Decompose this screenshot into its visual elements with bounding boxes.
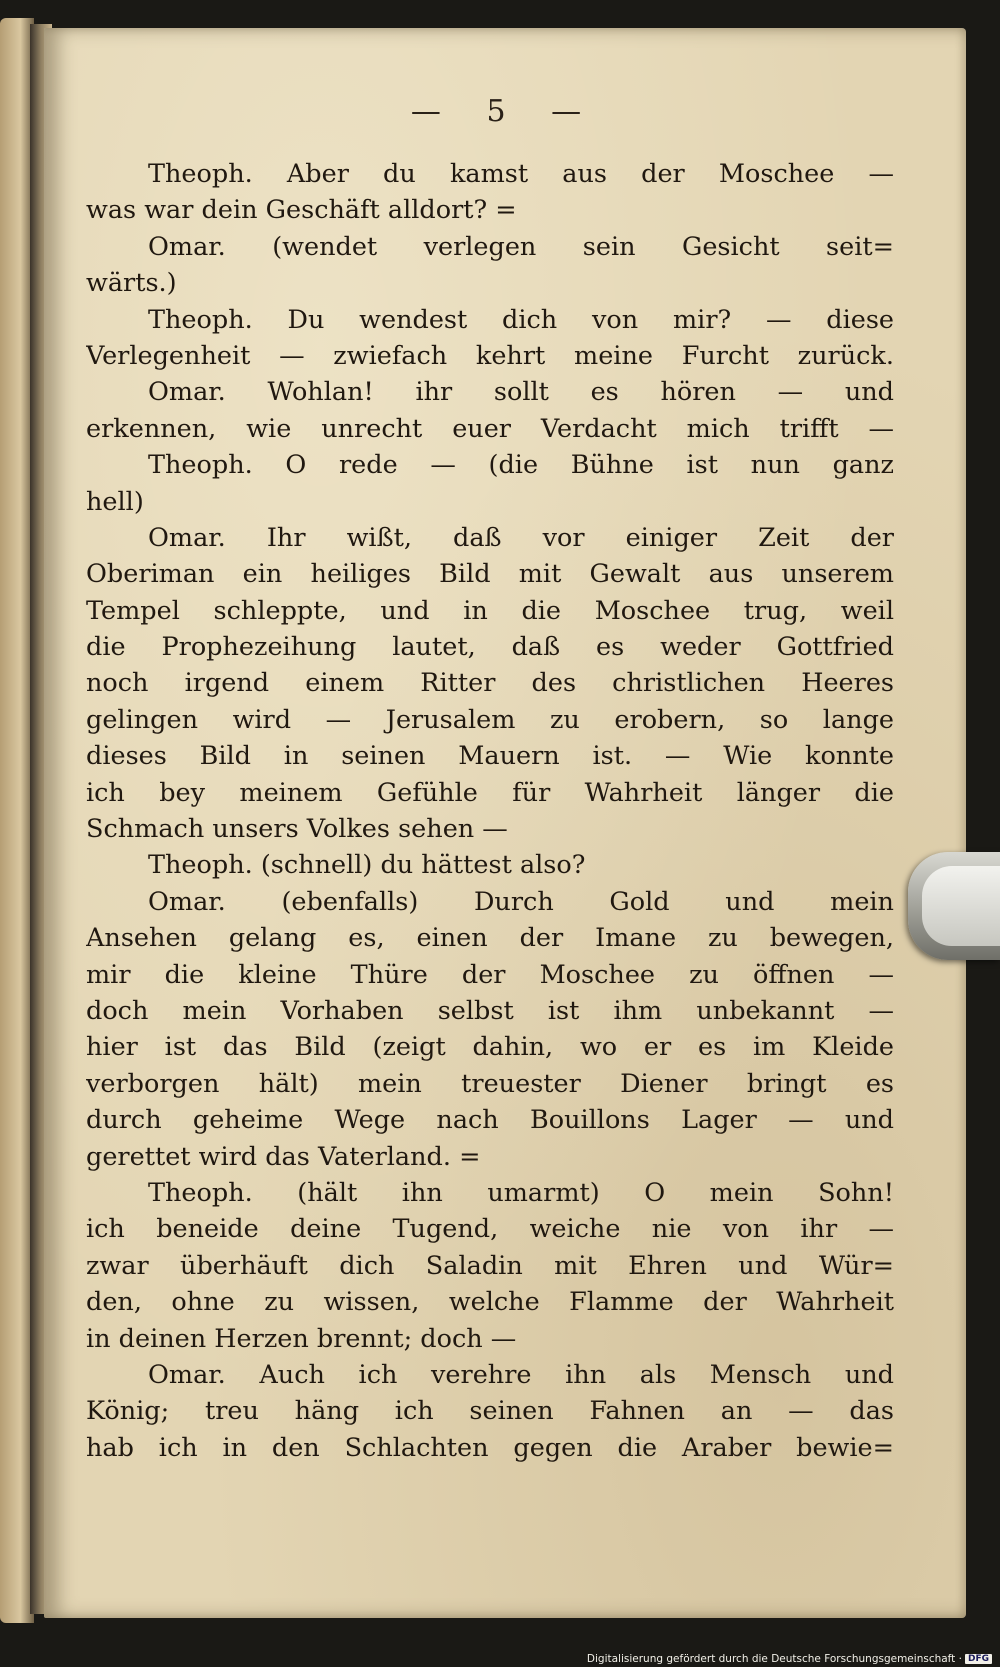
text-line: den, ohne zu wissen, welche Flamme der Wahrheit	[86, 1287, 894, 1318]
text-line: Schmach unsers Volkes sehen —	[86, 814, 508, 845]
text-line: zwar überhäuft dich Saladin mit Ehren und Wür=	[86, 1250, 894, 1281]
text-line: Theoph. Du wendest dich von mir? — diese	[148, 304, 894, 335]
text-line: was war dein Geschäft alldort? =	[86, 195, 517, 226]
page-number: — 5 —	[410, 94, 600, 129]
text-line: Omar. Ihr wißt, daß vor einiger Zeit der	[148, 522, 894, 553]
page-clip	[908, 852, 1000, 960]
text-line: Oberiman ein heiliges Bild mit Gewalt aus unserem	[86, 559, 894, 590]
text-line: wärts.)	[86, 268, 177, 299]
text-line: gelingen wird — Jerusalem zu erobern, so lange	[86, 704, 894, 735]
text-line: gerettet wird das Vaterland. =	[86, 1141, 481, 1172]
text-line: Omar. (ebenfalls) Durch Gold und mein	[148, 886, 894, 917]
text-line: Omar. Wohlan! ihr sollt es hören — und	[148, 377, 894, 408]
book-page	[44, 28, 966, 1618]
text-line: die Prophezeihung lautet, daß es weder Gottfried	[86, 632, 894, 663]
text-line: doch mein Vorhaben selbst ist ihm unbekannt —	[86, 995, 894, 1026]
text-line: durch geheime Wege nach Bouillons Lager — und	[86, 1105, 894, 1136]
text-line: noch irgend einem Ritter des christlichen Heeres	[86, 668, 894, 699]
text-line: Omar. (wendet verlegen sein Gesicht seit=	[148, 231, 894, 262]
text-line: Theoph. (schnell) du hättest also?	[148, 850, 586, 881]
text-line: in deinen Herzen brennt; doch —	[86, 1323, 517, 1354]
text-line: Ansehen gelang es, einen der Imane zu bewegen,	[86, 923, 894, 954]
text-line: Verlegenheit — zwiefach kehrt meine Furcht zurück.	[86, 340, 894, 371]
text-line: hell)	[86, 486, 144, 517]
credit-text: Digitalisierung gefördert durch die Deutsche Forschungsgemeinschaft ·	[586, 1653, 962, 1665]
dfg-logo: DFG	[965, 1654, 992, 1664]
text-line: Omar. Auch ich verehre ihn als Mensch und	[148, 1359, 894, 1390]
text-line: erkennen, wie unrecht euer Verdacht mich trifft —	[86, 413, 894, 444]
text-line: hab ich in den Schlachten gegen die Araber bewie=	[86, 1432, 894, 1463]
page-clip-highlight	[922, 866, 1000, 946]
text-line: hier ist das Bild (zeigt dahin, wo er es im Kleide	[86, 1032, 894, 1063]
left-page-edge	[0, 18, 34, 1623]
text-line: Theoph. Aber du kamst aus der Moschee —	[148, 159, 894, 189]
text-line: Theoph. O rede — (die Bühne ist nun ganz	[148, 450, 894, 481]
text-line: ich bey meinem Gefühle für Wahrheit länger die	[86, 777, 894, 808]
page-text	[86, 156, 894, 1466]
text-line: ich beneide deine Tugend, weiche nie von ihr —	[86, 1214, 894, 1245]
text-line: verborgen hält) mein treuester Diener bringt es	[86, 1068, 894, 1099]
text-line: dieses Bild in seinen Mauern ist. — Wie konnte	[86, 741, 894, 772]
text-line: Tempel schleppte, und in die Moschee trug, weil	[86, 595, 894, 626]
text-line: mir die kleine Thüre der Moschee zu öffnen —	[86, 959, 894, 990]
text-line: König; treu häng ich seinen Fahnen an — das	[86, 1396, 894, 1427]
digitization-credit	[587, 1653, 992, 1665]
text-line: Theoph. (hält ihn umarmt) O mein Sohn!	[148, 1177, 894, 1208]
